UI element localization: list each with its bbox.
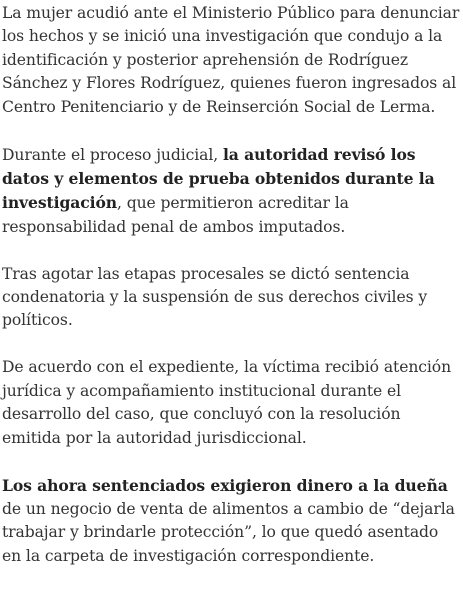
paragraph-text: Tras agotar las etapas procesales se dictó sentencia condenatoria y la suspensión de sus derechos civiles y políticos. [2,264,428,330]
paragraph-expediente [2,356,461,450]
paragraph-text: de un negocio de venta de alimentos a cambio de “dejarla trabajar y brindarle protección”, lo que quedó asentado en la carpeta de investigación correspondiente. [2,499,455,565]
paragraph-text: La mujer acudió ante el Ministerio Público para denunciar los hechos y se inició una investigación que condujo a la identificación y posterior aprehensión de Rodríguez Sánchez y Flores Rodríguez, quienes fueron ingresados al Centro Penitenciario y de Reinserción Social de Lerma. [2,4,460,116]
paragraph-proceso-judicial [2,143,461,240]
paragraph-denuncia [2,2,461,119]
paragraph-text: Durante el proceso judicial, [2,145,223,164]
paragraph-extorsion [2,474,461,569]
paragraph-text: , que permitieron acreditar la responsabilidad penal de ambos imputados. [2,194,349,236]
bold-highlight: la autoridad revisó los datos y elementos de prueba obtenidos durante la investigación [2,144,435,213]
bold-highlight: Los ahora sentenciados exigieron dinero a la dueña [2,475,448,495]
paragraph-text: De acuerdo con el expediente, la víctima recibió atención jurídica y acompañamiento institucional durante el desarrollo del caso, que concluyó con la resolución emitida por la autoridad jurisdiccional. [2,358,452,447]
paragraph-sentencia [2,263,461,333]
